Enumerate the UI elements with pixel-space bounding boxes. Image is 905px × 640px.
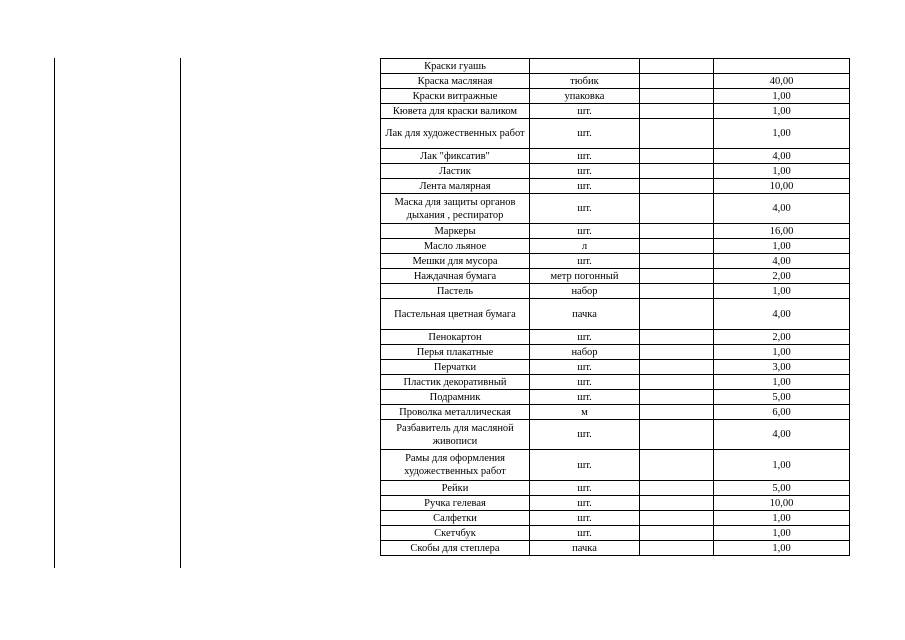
cell-quantity: 4,00	[714, 149, 850, 164]
table-row	[381, 104, 850, 119]
cell-quantity: 1,00	[714, 541, 850, 556]
cell-quantity: 16,00	[714, 224, 850, 239]
cell-empty	[640, 345, 714, 360]
cell-unit: шт.	[530, 481, 640, 496]
cell-empty	[640, 496, 714, 511]
table-row	[381, 149, 850, 164]
cell-empty	[640, 59, 714, 74]
cell-empty	[640, 330, 714, 345]
cell-item-name: Ластик	[381, 164, 530, 179]
cell-empty	[640, 179, 714, 194]
left-column-border	[54, 58, 55, 568]
table-row	[381, 450, 850, 481]
cell-empty	[640, 481, 714, 496]
cell-empty	[640, 194, 714, 224]
cell-unit: л	[530, 239, 640, 254]
cell-quantity: 1,00	[714, 284, 850, 299]
cell-item-name: Краска масляная	[381, 74, 530, 89]
cell-unit: шт.	[530, 119, 640, 149]
table-row	[381, 299, 850, 330]
table-row	[381, 284, 850, 299]
cell-quantity: 1,00	[714, 119, 850, 149]
cell-quantity: 1,00	[714, 89, 850, 104]
cell-unit: шт.	[530, 450, 640, 481]
cell-unit: шт.	[530, 496, 640, 511]
cell-unit: шт.	[530, 149, 640, 164]
table-row	[381, 269, 850, 284]
cell-quantity: 1,00	[714, 239, 850, 254]
cell-item-name: Подрамник	[381, 390, 530, 405]
cell-empty	[640, 450, 714, 481]
table-row	[381, 74, 850, 89]
cell-quantity: 1,00	[714, 375, 850, 390]
cell-quantity: 4,00	[714, 254, 850, 269]
table-row	[381, 420, 850, 450]
cell-item-name: Лак для художественных работ	[381, 119, 530, 149]
cell-item-name: Наждачная бумага	[381, 269, 530, 284]
table-row	[381, 541, 850, 556]
table-row	[381, 179, 850, 194]
table-row	[381, 254, 850, 269]
cell-item-name: Пенокартон	[381, 330, 530, 345]
cell-item-name: Пластик декоративный	[381, 375, 530, 390]
table-row	[381, 481, 850, 496]
cell-item-name: Ручка гелевая	[381, 496, 530, 511]
cell-quantity: 1,00	[714, 511, 850, 526]
cell-item-name: Проволка металлическая	[381, 405, 530, 420]
table-row	[381, 224, 850, 239]
cell-unit: шт.	[530, 194, 640, 224]
cell-quantity: 2,00	[714, 269, 850, 284]
table-row	[381, 375, 850, 390]
cell-item-name: Маска для защиты органов дыхания , респиратор	[381, 194, 530, 224]
cell-unit: пачка	[530, 299, 640, 330]
table-row	[381, 330, 850, 345]
cell-item-name: Пастель	[381, 284, 530, 299]
cell-empty	[640, 224, 714, 239]
cell-unit: набор	[530, 284, 640, 299]
cell-empty	[640, 239, 714, 254]
cell-empty	[640, 149, 714, 164]
cell-quantity: 10,00	[714, 496, 850, 511]
cell-unit: шт.	[530, 420, 640, 450]
table-row	[381, 405, 850, 420]
cell-unit: набор	[530, 345, 640, 360]
cell-item-name: Рейки	[381, 481, 530, 496]
cell-empty	[640, 390, 714, 405]
cell-item-name: Скобы для степлера	[381, 541, 530, 556]
cell-quantity: 4,00	[714, 420, 850, 450]
cell-unit: м	[530, 405, 640, 420]
cell-item-name: Перчатки	[381, 360, 530, 375]
cell-item-name: Разбавитель для масляной живописи	[381, 420, 530, 450]
cell-empty	[640, 269, 714, 284]
cell-item-name: Перья плакатные	[381, 345, 530, 360]
cell-unit: шт.	[530, 390, 640, 405]
cell-empty	[640, 420, 714, 450]
cell-unit: упаковка	[530, 89, 640, 104]
cell-item-name: Салфетки	[381, 511, 530, 526]
cell-item-name: Рамы для оформления художественных работ	[381, 450, 530, 481]
table-row	[381, 345, 850, 360]
cell-empty	[640, 254, 714, 269]
cell-empty	[640, 284, 714, 299]
cell-unit: шт.	[530, 375, 640, 390]
cell-quantity: 1,00	[714, 345, 850, 360]
cell-empty	[640, 164, 714, 179]
cell-unit: шт.	[530, 360, 640, 375]
cell-item-name: Кювета для краски валиком	[381, 104, 530, 119]
cell-empty	[640, 89, 714, 104]
cell-item-name: Краски гуашь	[381, 59, 530, 74]
table-row	[381, 194, 850, 224]
cell-unit: шт.	[530, 254, 640, 269]
cell-unit: шт.	[530, 164, 640, 179]
cell-unit: шт.	[530, 104, 640, 119]
cell-quantity: 4,00	[714, 299, 850, 330]
materials-table	[380, 58, 850, 556]
table-row	[381, 164, 850, 179]
cell-item-name: Мешки для мусора	[381, 254, 530, 269]
cell-quantity	[714, 59, 850, 74]
cell-quantity: 5,00	[714, 481, 850, 496]
table-row	[381, 511, 850, 526]
cell-unit	[530, 59, 640, 74]
cell-quantity: 1,00	[714, 526, 850, 541]
left-column-divider	[180, 58, 181, 568]
cell-empty	[640, 511, 714, 526]
cell-empty	[640, 104, 714, 119]
cell-item-name: Маркеры	[381, 224, 530, 239]
cell-empty	[640, 405, 714, 420]
cell-quantity: 40,00	[714, 74, 850, 89]
table-row	[381, 59, 850, 74]
cell-quantity: 2,00	[714, 330, 850, 345]
cell-item-name: Масло льяное	[381, 239, 530, 254]
cell-unit: шт.	[530, 179, 640, 194]
cell-quantity: 1,00	[714, 104, 850, 119]
cell-unit: пачка	[530, 541, 640, 556]
cell-quantity: 6,00	[714, 405, 850, 420]
cell-item-name: Скетчбук	[381, 526, 530, 541]
cell-empty	[640, 360, 714, 375]
cell-empty	[640, 119, 714, 149]
table-row	[381, 239, 850, 254]
cell-empty	[640, 526, 714, 541]
table-row	[381, 390, 850, 405]
cell-empty	[640, 299, 714, 330]
table-row	[381, 119, 850, 149]
table-row	[381, 526, 850, 541]
cell-item-name: Лента малярная	[381, 179, 530, 194]
cell-quantity: 5,00	[714, 390, 850, 405]
table-row	[381, 89, 850, 104]
cell-item-name: Пастельная цветная бумага	[381, 299, 530, 330]
cell-item-name: Лак "фиксатив"	[381, 149, 530, 164]
cell-quantity: 3,00	[714, 360, 850, 375]
cell-empty	[640, 74, 714, 89]
cell-quantity: 10,00	[714, 179, 850, 194]
cell-unit: шт.	[530, 526, 640, 541]
cell-unit: шт.	[530, 330, 640, 345]
table-row	[381, 360, 850, 375]
cell-item-name: Краски витражные	[381, 89, 530, 104]
materials-table-body	[381, 59, 850, 556]
cell-unit: метр погонный	[530, 269, 640, 284]
table-row	[381, 496, 850, 511]
cell-unit: тюбик	[530, 74, 640, 89]
cell-quantity: 1,00	[714, 450, 850, 481]
cell-quantity: 4,00	[714, 194, 850, 224]
cell-unit: шт.	[530, 511, 640, 526]
cell-empty	[640, 375, 714, 390]
cell-empty	[640, 541, 714, 556]
cell-quantity: 1,00	[714, 164, 850, 179]
cell-unit: шт.	[530, 224, 640, 239]
